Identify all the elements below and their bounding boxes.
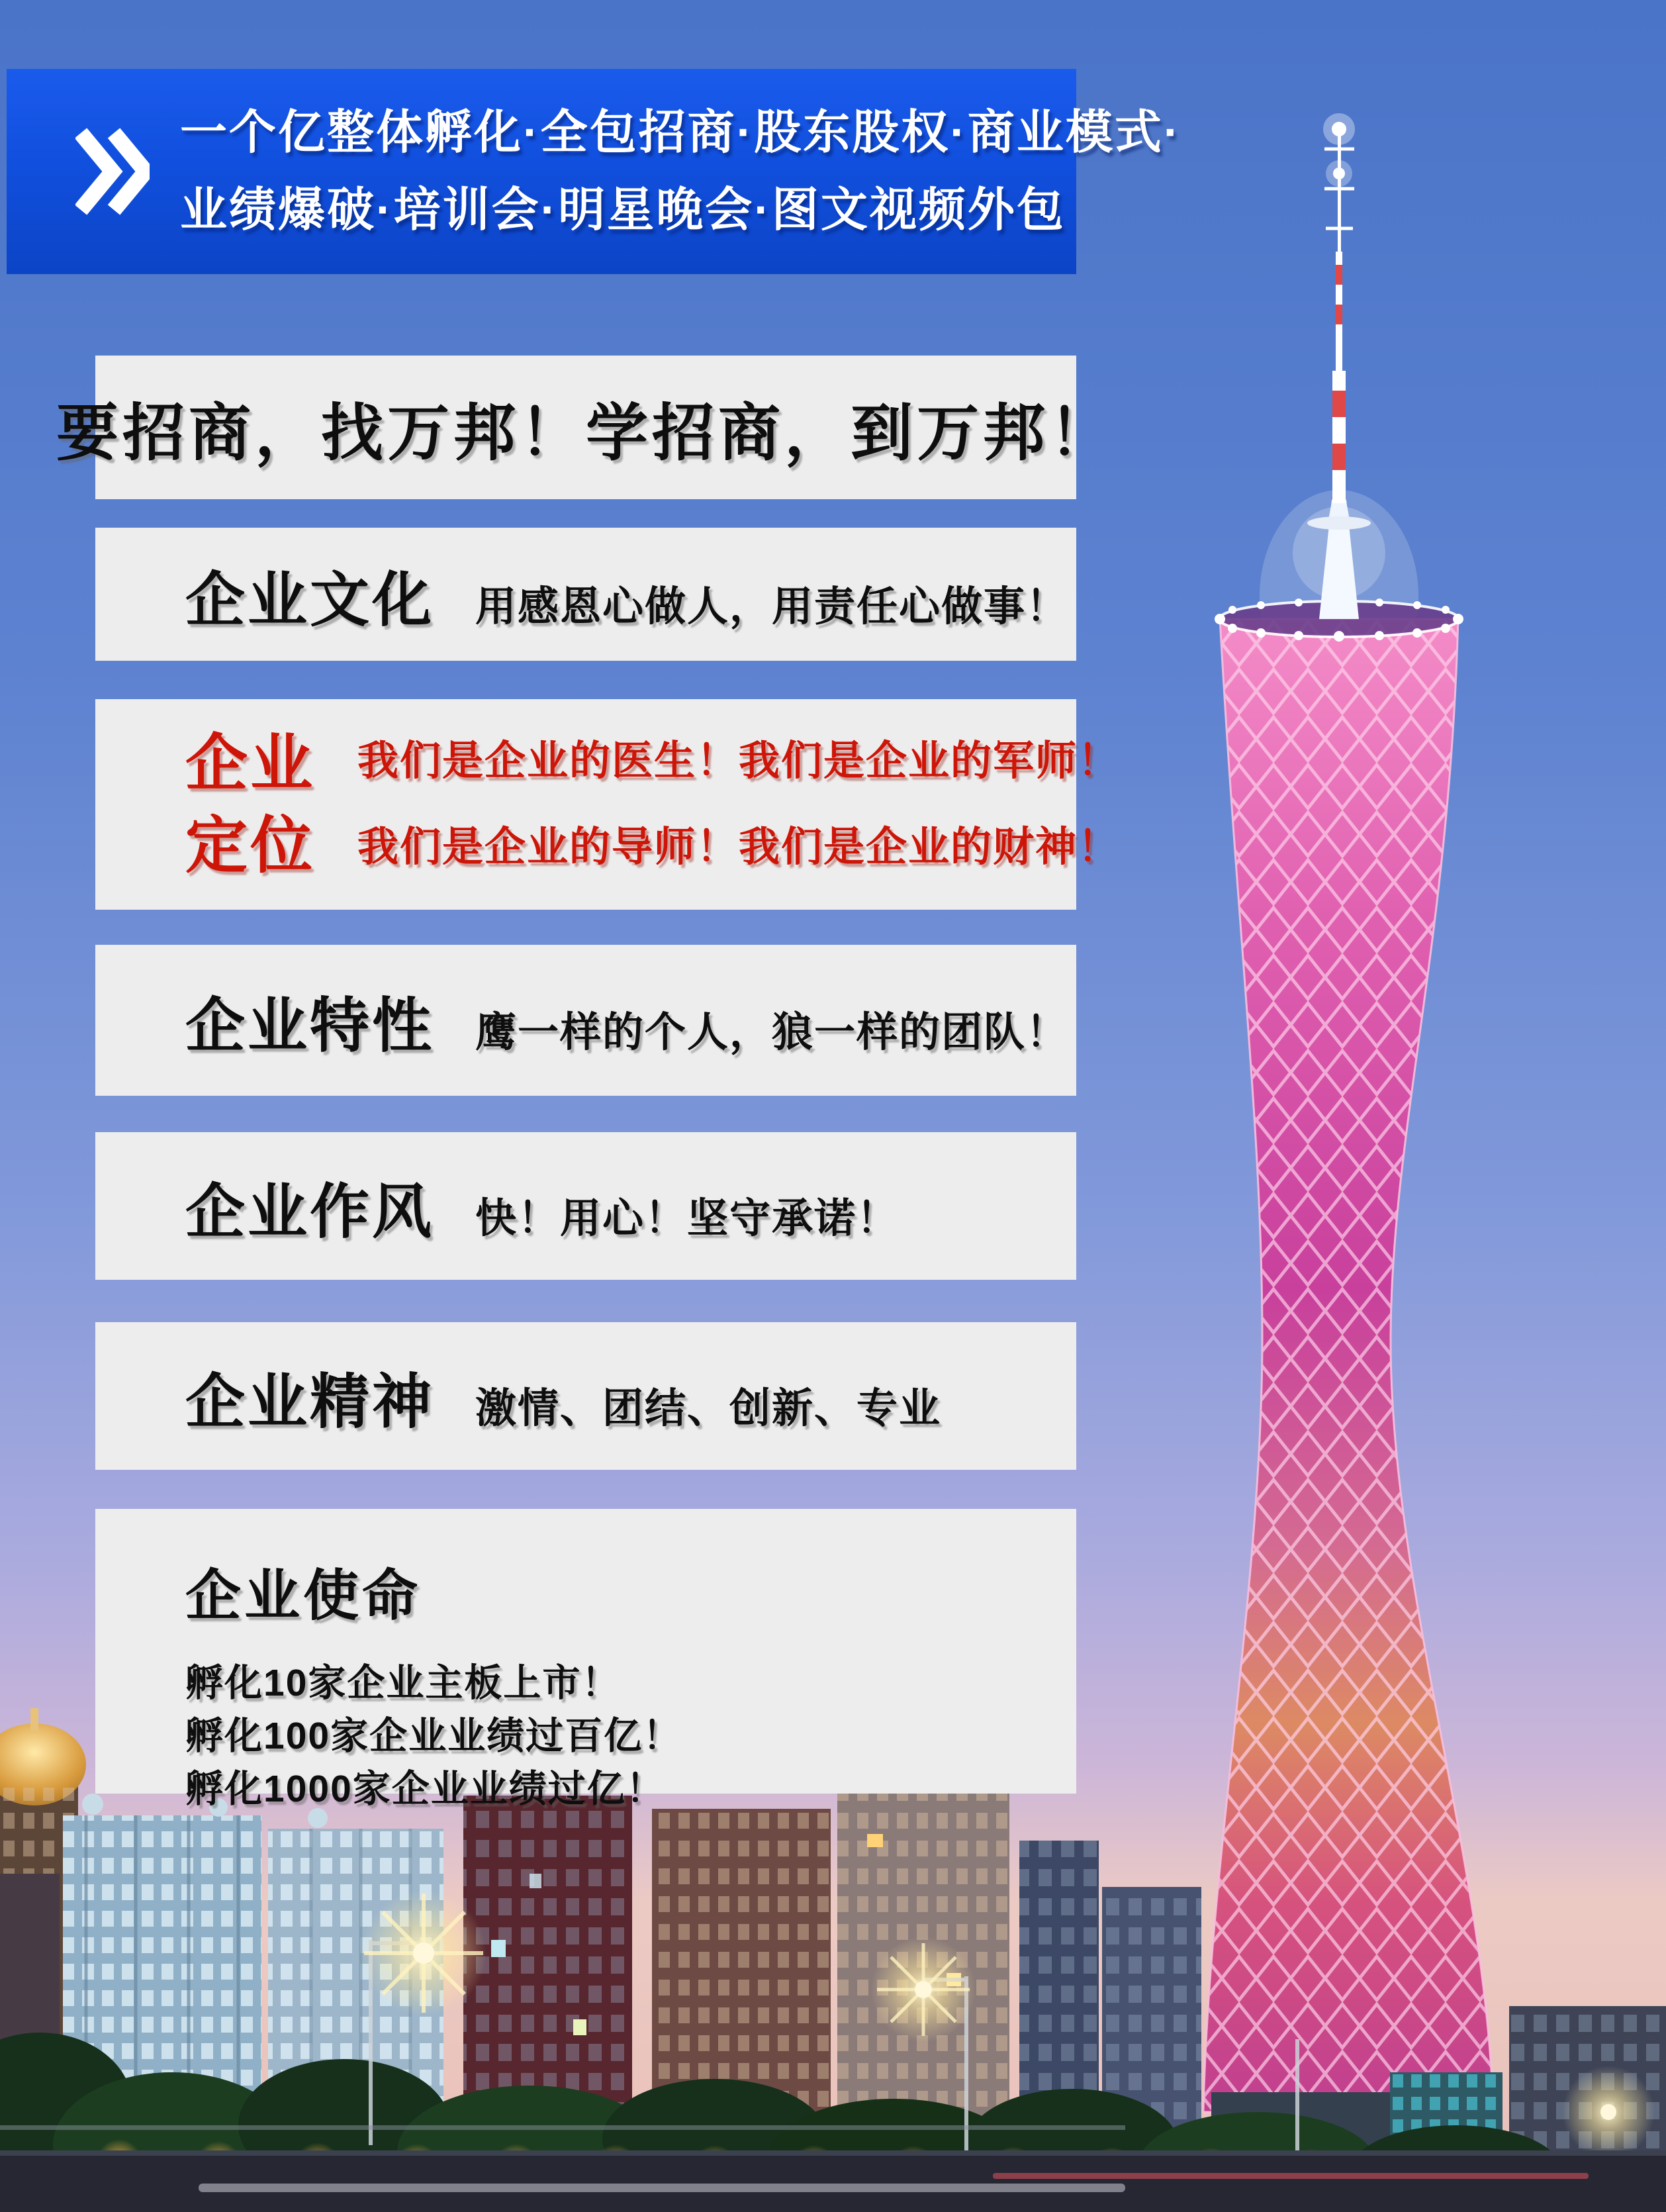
section-mission bbox=[95, 1509, 1076, 1810]
spirit-body: 激情、团结、创新、专业 bbox=[475, 1385, 942, 1431]
culture-title: 企业文化 bbox=[185, 567, 434, 634]
positioning-title bbox=[185, 722, 315, 887]
mission-line-3: 孵化1000家企业业绩过亿！ bbox=[185, 1768, 665, 1810]
mission-title: 企业使命 bbox=[185, 1564, 422, 1627]
banner-line-1: 一个亿整体孵化·全包招商·股东股权·商业模式· bbox=[180, 107, 1181, 159]
section-positioning bbox=[95, 699, 1121, 910]
positioning-title-bottom: 定位 bbox=[185, 810, 316, 880]
positioning-body-bottom: 我们是企业的导师！我们是企业的财神！ bbox=[357, 824, 1121, 870]
positioning-body-top: 我们是企业的医生！我们是企业的军师！ bbox=[357, 738, 1121, 784]
traits-body: 鹰一样的个人，狼一样的团队！ bbox=[475, 1010, 1069, 1055]
banner-line-2: 业绩爆破·培训会·明星晚会·图文视频外包 bbox=[180, 184, 1066, 236]
mission-line-2: 孵化100家企业业绩过百亿！ bbox=[185, 1715, 682, 1757]
style-body: 快！用心！坚守承诺！ bbox=[475, 1195, 900, 1241]
culture-body: 用感恩心做人，用责任心做事！ bbox=[475, 583, 1069, 630]
style-title: 企业作风 bbox=[185, 1178, 434, 1245]
banner-text bbox=[180, 94, 1181, 249]
traits-title: 企业特性 bbox=[185, 993, 434, 1059]
section-traits bbox=[95, 945, 1076, 1096]
header-banner bbox=[7, 69, 1181, 274]
slogan-panel bbox=[56, 356, 1116, 499]
section-spirit bbox=[95, 1322, 1076, 1470]
mission-lines bbox=[185, 1657, 1076, 1815]
spirit-title: 企业精神 bbox=[185, 1369, 434, 1435]
double-chevron-right-icon bbox=[75, 126, 150, 216]
slogan-text: 要招商，找万邦！学招商，到万邦！ bbox=[56, 398, 1116, 467]
positioning-body bbox=[357, 718, 1120, 890]
positioning-title-top: 企业 bbox=[185, 728, 316, 798]
section-style bbox=[95, 1132, 1076, 1280]
mission-line-1: 孵化10家企业主板上市！ bbox=[185, 1662, 621, 1704]
section-culture bbox=[95, 528, 1076, 661]
